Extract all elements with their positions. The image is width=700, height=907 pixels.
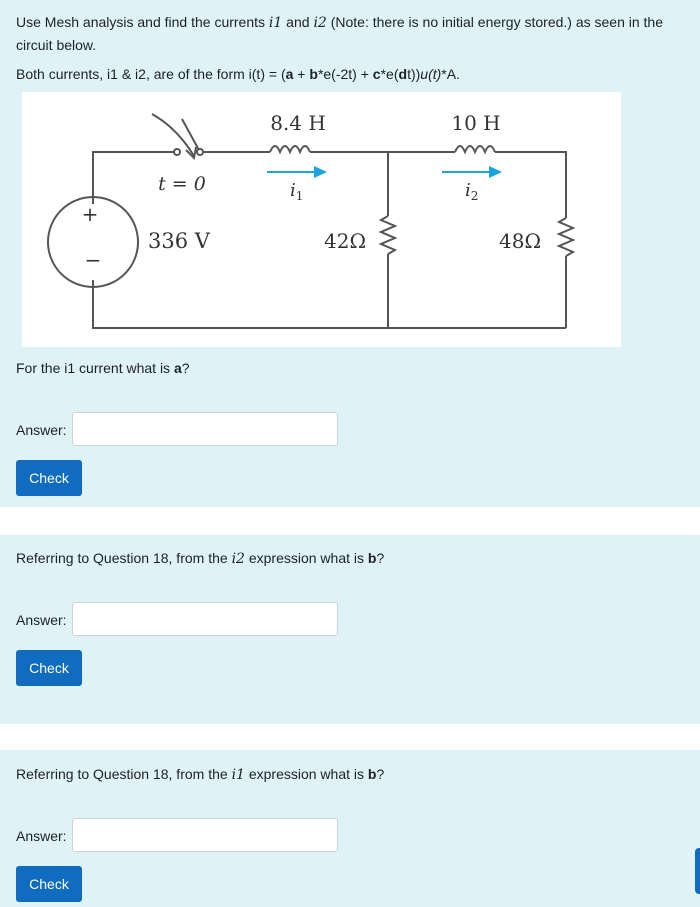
check-button-1[interactable]: Check bbox=[16, 460, 82, 496]
form-text bbox=[16, 63, 460, 85]
plus-sign: + bbox=[81, 202, 99, 226]
switch-arc bbox=[152, 114, 194, 156]
var-u: u(t) bbox=[420, 66, 442, 82]
var-c: c bbox=[372, 66, 381, 82]
i2-arrow-head bbox=[489, 166, 502, 178]
inductor-2-label: 10 H bbox=[451, 111, 501, 135]
wire-l2-r2 bbox=[495, 152, 566, 218]
question-part: expression what is bbox=[244, 766, 368, 782]
question-part: Referring to Question 18, from the bbox=[16, 550, 232, 566]
answer-label: Answer: bbox=[16, 828, 67, 844]
intro-part: circuit below. bbox=[16, 37, 97, 53]
resistor-42-label: 42Ω bbox=[324, 229, 367, 253]
question-1-text bbox=[16, 357, 190, 379]
switch-contact-right bbox=[197, 149, 203, 155]
question-var: a bbox=[173, 360, 182, 376]
var-b: b bbox=[309, 66, 318, 82]
intro-text bbox=[16, 11, 700, 56]
i1-arrow-head bbox=[314, 166, 327, 178]
intro-part: (Note: there is no initial energy stored.) as seen in the bbox=[326, 14, 664, 30]
circuit-diagram bbox=[22, 92, 621, 347]
i2-letter: i bbox=[465, 180, 471, 201]
answer-input-3[interactable] bbox=[72, 818, 338, 852]
question-part: ? bbox=[376, 550, 385, 566]
question-var: b bbox=[367, 766, 377, 782]
form-part: *A. bbox=[441, 66, 460, 82]
form-part: *e( bbox=[380, 66, 399, 82]
question-3-text bbox=[16, 763, 384, 786]
form-part: t)) bbox=[407, 66, 421, 82]
resistor-42 bbox=[381, 216, 395, 254]
inductor-2 bbox=[455, 146, 495, 152]
side-drawer-tab[interactable] bbox=[695, 848, 700, 894]
inductor-1-label: 8.4 H bbox=[270, 111, 326, 135]
form-part: *e(-2t) + bbox=[317, 66, 373, 82]
question-var: b bbox=[367, 550, 377, 566]
intro-part: Use Mesh analysis and find the currents bbox=[16, 14, 269, 30]
source-voltage-label: 336 V bbox=[148, 229, 210, 253]
form-part: + bbox=[293, 66, 310, 82]
i2-label bbox=[465, 180, 478, 203]
form-part: Both currents, i1 & i2, are of the form i(t) = ( bbox=[16, 66, 286, 82]
var-a: a bbox=[285, 66, 294, 82]
circuit-svg bbox=[22, 92, 621, 347]
resistor-48-label: 48Ω bbox=[499, 229, 542, 253]
switch-blade bbox=[182, 119, 200, 152]
inductor-1 bbox=[270, 146, 310, 152]
var-d: d bbox=[398, 66, 408, 82]
question-2-text bbox=[16, 547, 384, 570]
question-part: ? bbox=[181, 360, 190, 376]
question-var-i: i1 bbox=[231, 767, 245, 783]
question-part: ? bbox=[376, 766, 385, 782]
question-part: For the i1 current what is bbox=[16, 360, 174, 376]
i1-subscript: 1 bbox=[295, 189, 304, 203]
intro-part: and bbox=[282, 14, 314, 30]
i1-letter: i bbox=[290, 180, 296, 201]
answer-label: Answer: bbox=[16, 422, 67, 438]
question-panel-3 bbox=[0, 750, 700, 907]
minus-sign: − bbox=[84, 248, 102, 272]
wire-bottom bbox=[93, 280, 566, 328]
question-part: Referring to Question 18, from the bbox=[16, 766, 232, 782]
i2-var: i2 bbox=[313, 15, 327, 31]
check-button-3[interactable]: Check bbox=[16, 866, 82, 902]
check-button-2[interactable]: Check bbox=[16, 650, 82, 686]
i2-subscript: 2 bbox=[470, 189, 479, 203]
question-var-i: i2 bbox=[231, 551, 245, 567]
i1-label bbox=[290, 180, 303, 203]
switch-contact-left bbox=[174, 149, 180, 155]
switch-label: t = 0 bbox=[158, 173, 206, 195]
question-panel-2 bbox=[0, 535, 700, 724]
question-part: expression what is bbox=[244, 550, 368, 566]
resistor-48 bbox=[559, 218, 573, 256]
answer-input-1[interactable] bbox=[72, 412, 338, 446]
answer-label: Answer: bbox=[16, 612, 67, 628]
answer-input-2[interactable] bbox=[72, 602, 338, 636]
i1-var: i1 bbox=[268, 15, 283, 31]
